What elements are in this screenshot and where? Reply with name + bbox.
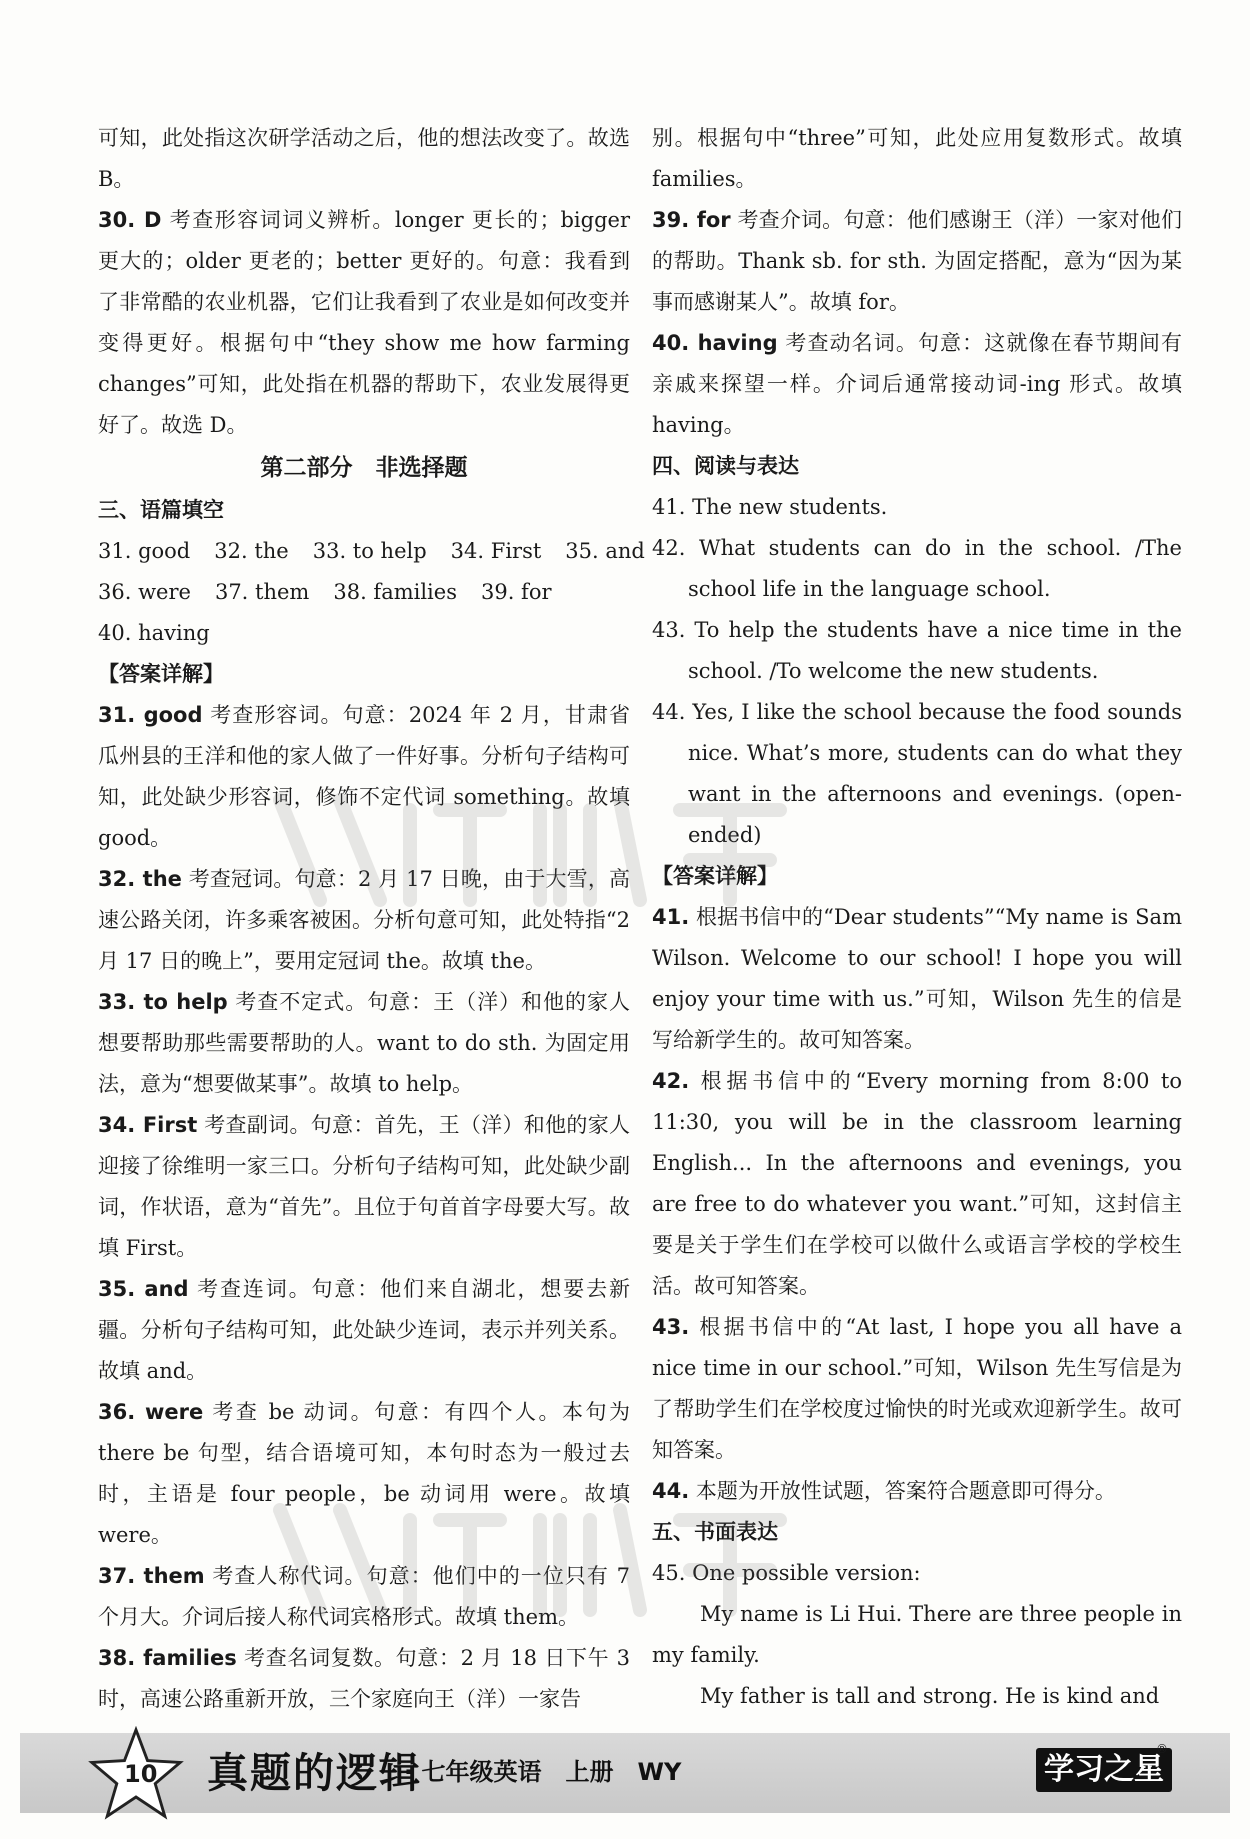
answer-text: 根据书信中的“Dear students”“My name is Sam Wilson. Welcome to our school! I hope you will enjoy your time with us.”可知，Wilson 先生的信是写给新学生的。故可知答案。 xyxy=(652,905,1182,1052)
answer-num: 35. and xyxy=(98,1277,189,1301)
book-subtitle: · 七年级英语 上册 WY xyxy=(404,1758,682,1786)
answer-num: 38. families xyxy=(98,1646,237,1670)
answer-text: 根据书信中的“Every morning from 8:00 to 11:30, you will be in the classroom learning English... In the afternoons and evenings, you are free to do whatever you want.”可知，这封信主要是关于学生们在学校可以做什么或语言学校的学校生活。故可知答案。 xyxy=(652,1069,1182,1298)
answer-item: 34. First xyxy=(450,539,542,563)
answer-text: 考查冠词。句意：2 月 17 日晚，由于大雪，高速公路关闭，许多乘客被困。分析句意可知，此处特指“2 月 17 日的晚上”，要用定冠词 the。故填 the。 xyxy=(98,867,630,973)
answer-35 xyxy=(98,1269,630,1392)
answer-num: 32. the xyxy=(98,867,182,891)
page-number: 10 xyxy=(124,1760,158,1788)
answer-num: 30. D xyxy=(98,208,162,232)
detail-42 xyxy=(652,1061,1182,1307)
answer-num: 43. xyxy=(652,1315,690,1339)
answer-item: 39. for xyxy=(480,580,552,604)
detail-41 xyxy=(652,897,1182,1061)
answer-text: 考查人称代词。句意：他们中的一位只有 7 个月大。介词后接人称代词宾格形式。故填 them。 xyxy=(98,1564,630,1629)
essay-paragraph: My name is Li Hui. There are three people in my family. xyxy=(652,1602,1182,1667)
answer-num: 39. for xyxy=(652,208,731,232)
continued-paragraph: 别。根据句中“three”可知，此处应用复数形式。故填 families。 xyxy=(652,126,1182,191)
answer-text: 考查形容词词义辨析。longer 更长的；bigger 更大的；older 更老的；better 更好的。句意：我看到了非常酷的农业机器，它们让我看到了农业是如何改变并变得更好。根据句中“they show me how farming changes”可知，此处指在机器的帮助下，农业发展得更好了。故选 D。 xyxy=(98,208,630,437)
answer-item: 35. and xyxy=(565,539,645,563)
answer-item: 36. were xyxy=(98,580,191,604)
answer-detail-title: 【答案详解】 xyxy=(652,864,778,888)
continued-paragraph: 可知，此处指这次研学活动之后，他的想法改变了。故选 B。 xyxy=(98,126,630,191)
answer-num: 41. xyxy=(652,905,690,929)
answer-text: 考查不定式。句意：王（洋）和他的家人想要帮助那些需要帮助的人。want to do sth. 为固定用法，意为“想要做某事”。故填 to help。 xyxy=(98,990,630,1096)
answers-row-3 xyxy=(98,613,630,654)
answer-text: 本题为开放性试题，答案符合题意即可得分。 xyxy=(689,1479,1116,1503)
answer-text: 考查形容词。句意：2024 年 2 月，甘肃省瓜州县的王洋和他的家人做了一件好事。分析句子结构可知，此处缺少形容词，修饰不定代词 something。故填 good。 xyxy=(98,703,630,850)
answers-row-1 xyxy=(98,531,645,572)
answer-40 xyxy=(652,323,1182,446)
answer-num: 42. xyxy=(652,1069,690,1093)
section-3-title: 三、语篇填空 xyxy=(98,498,224,522)
answer-30 xyxy=(98,200,630,446)
answer-num: 31. good xyxy=(98,703,203,727)
answer-item: 37. them xyxy=(214,580,310,604)
section-4-title: 四、阅读与表达 xyxy=(652,454,799,478)
brand-logo: 学习之星 xyxy=(1036,1748,1172,1792)
answer-34 xyxy=(98,1105,630,1269)
answer-num: 34. First xyxy=(98,1113,198,1137)
answer-text: 考查 be 动词。句意：有四个人。本句为 there be 句型，结合语境可知，本句时态为一般过去时，主语是 four people，be 动词用 were。故填 were。 xyxy=(98,1400,630,1547)
answer-41: 41. The new students. xyxy=(652,495,888,519)
answer-text: 考查连词。句意：他们来自湖北，想要去新疆。分析句子结构可知，此处缺少连词，表示并列关系。故填 and。 xyxy=(98,1277,630,1383)
answer-39 xyxy=(652,200,1182,323)
answer-num: 40. having xyxy=(652,331,778,355)
answer-text: 考查名词复数。句意：2 月 18 日下午 3 时，高速公路重新开放，三个家庭向王（洋）一家告 xyxy=(98,1646,630,1711)
detail-43 xyxy=(652,1307,1182,1471)
answer-item: 40. having xyxy=(98,621,210,645)
answer-num: 44. xyxy=(652,1479,690,1503)
watermark-graphic xyxy=(260,770,820,920)
answer-text: 根据书信中的“At last, I hope you all have a nice time in our school.”可知，Wilson 先生写信是为了帮助学生们在学校度过愉快的时光或欢迎新学生。故可知答案。 xyxy=(652,1315,1182,1462)
answer-item: 33. to help xyxy=(312,539,427,563)
part2-title: 第二部分 非选择题 xyxy=(260,455,468,481)
section-5-title: 五、书面表达 xyxy=(652,1520,778,1544)
answer-44: 44. Yes, I like the school because the food sounds nice. What’s more, students can do what they want in the afternoons and evenings. (open-ended) xyxy=(652,700,1182,847)
watermark-graphic xyxy=(260,1490,820,1630)
answer-num: 33. to help xyxy=(98,990,228,1014)
answer-num: 36. were xyxy=(98,1400,204,1424)
answer-text: 考查动名词。句意：这就像在春节期间有亲戚来探望一样。介词后通常接动词-ing 形式。故填 having。 xyxy=(652,331,1182,437)
book-title: 真题的逻辑 xyxy=(207,1749,422,1797)
answer-45: 45. One possible version: xyxy=(652,1561,921,1585)
answer-item: 32. the xyxy=(214,539,289,563)
registered-mark: ® xyxy=(1156,1742,1168,1756)
answer-text: 考查介词。句意：他们感谢王（洋）一家对他们的帮助。Thank sb. for sth. 为固定搭配，意为“因为某事而感谢某人”。故填 for。 xyxy=(652,208,1182,314)
answer-43: 43. To help the students have a nice time in the school. /To welcome the new students. xyxy=(652,618,1182,683)
answer-33 xyxy=(98,982,630,1105)
essay-paragraph: My father is tall and strong. He is kind and xyxy=(700,1684,1160,1708)
answer-item: 38. families xyxy=(333,580,457,604)
answers-row-2 xyxy=(98,572,630,613)
answer-42: 42. What students can do in the school. /The school life in the language school. xyxy=(652,536,1182,601)
answer-text: 考查副词。句意：首先，王（洋）和他的家人迎接了徐维明一家三口。分析句子结构可知，此处缺少副词，作状语，意为“首先”。且位于句首首字母要大写。故填 First。 xyxy=(98,1113,630,1260)
answer-num: 37. them xyxy=(98,1564,205,1588)
answer-item: 31. good xyxy=(98,539,191,563)
answer-detail-title: 【答案详解】 xyxy=(98,662,224,686)
answer-38 xyxy=(98,1638,630,1720)
